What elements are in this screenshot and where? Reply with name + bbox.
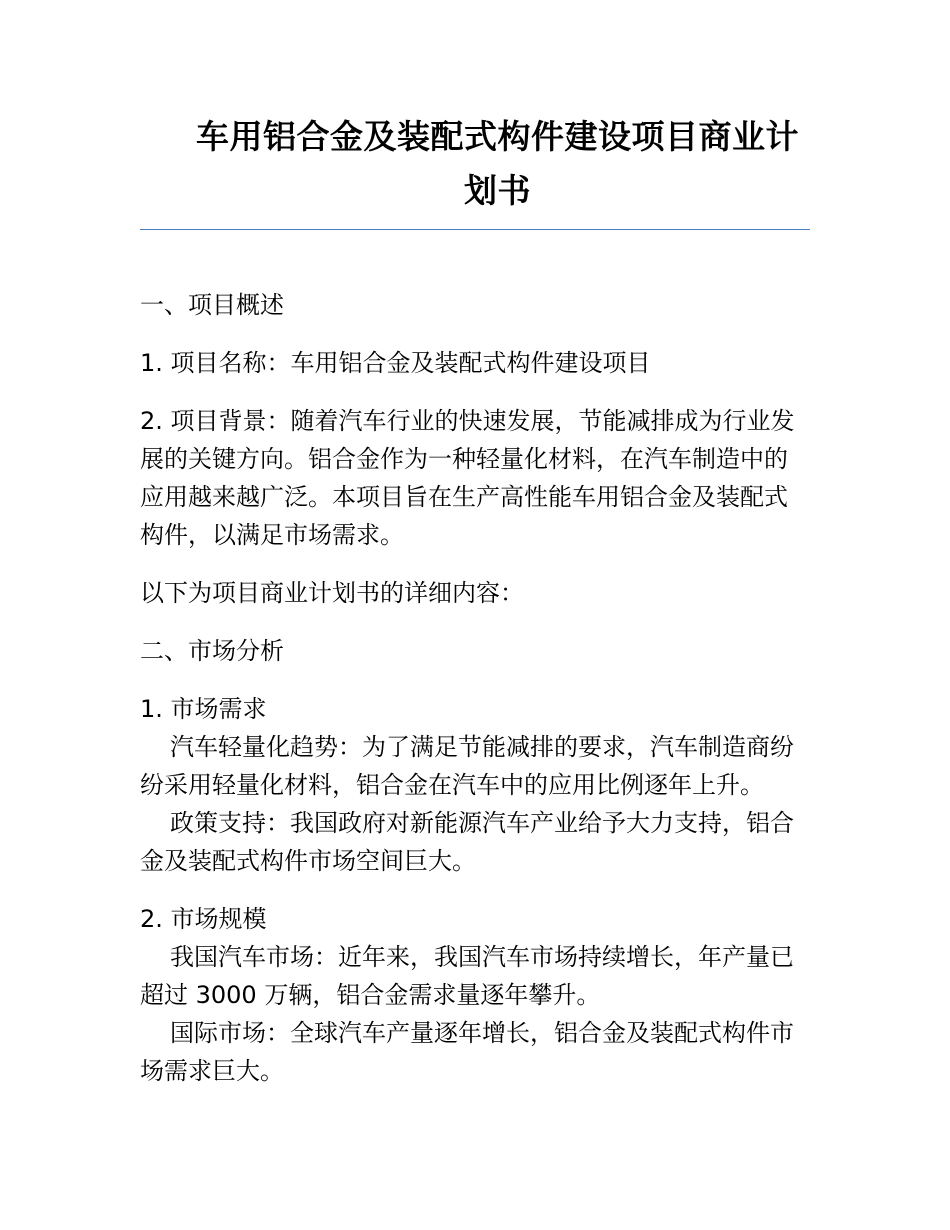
subsection-market-scale xyxy=(140,900,810,1090)
subsection-market-demand xyxy=(140,690,810,880)
overview-item-background: 2. 项目背景：随着汽车行业的快速发展，节能减排成为行业发展的关键方向。铝合金作为一种轻量化材料，在汽车制造中的应用越来越广泛。本项目旨在生产高性能车用铝合金及装配式构件，以满足市场需求。 xyxy=(140,407,795,549)
subsection-heading-demand: 1. 市场需求 xyxy=(140,695,267,723)
section-heading-market: 二、市场分析 xyxy=(140,637,284,665)
document-title: 车用铝合金及装配式构件建设项目商业计划书 xyxy=(196,117,799,210)
intro-paragraph: 以下为项目商业计划书的详细内容： xyxy=(140,579,524,607)
scale-paragraph-domestic: 我国汽车市场：近年来，我国汽车市场持续增长，年产量已超过 3000 万辆，铝合金需求量逐年攀升。 xyxy=(140,943,794,1009)
scale-paragraph-international: 国际市场：全球汽车产量逐年增长，铝合金及装配式构件市场需求巨大。 xyxy=(140,1019,794,1085)
title-underline xyxy=(140,229,810,230)
demand-paragraph-policy: 政策支持：我国政府对新能源汽车产业给予大力支持，铝合金及装配式构件市场空间巨大。 xyxy=(140,809,794,875)
document-page xyxy=(140,110,810,1090)
demand-paragraph-trend: 汽车轻量化趋势：为了满足节能减排的要求，汽车制造商纷纷采用轻量化材料，铝合金在汽车中的应用比例逐年上升。 xyxy=(140,733,794,799)
overview-item-name: 1. 项目名称：车用铝合金及装配式构件建设项目 xyxy=(140,349,651,377)
section-heading-overview: 一、项目概述 xyxy=(140,291,284,319)
subsection-heading-scale: 2. 市场规模 xyxy=(140,905,267,933)
